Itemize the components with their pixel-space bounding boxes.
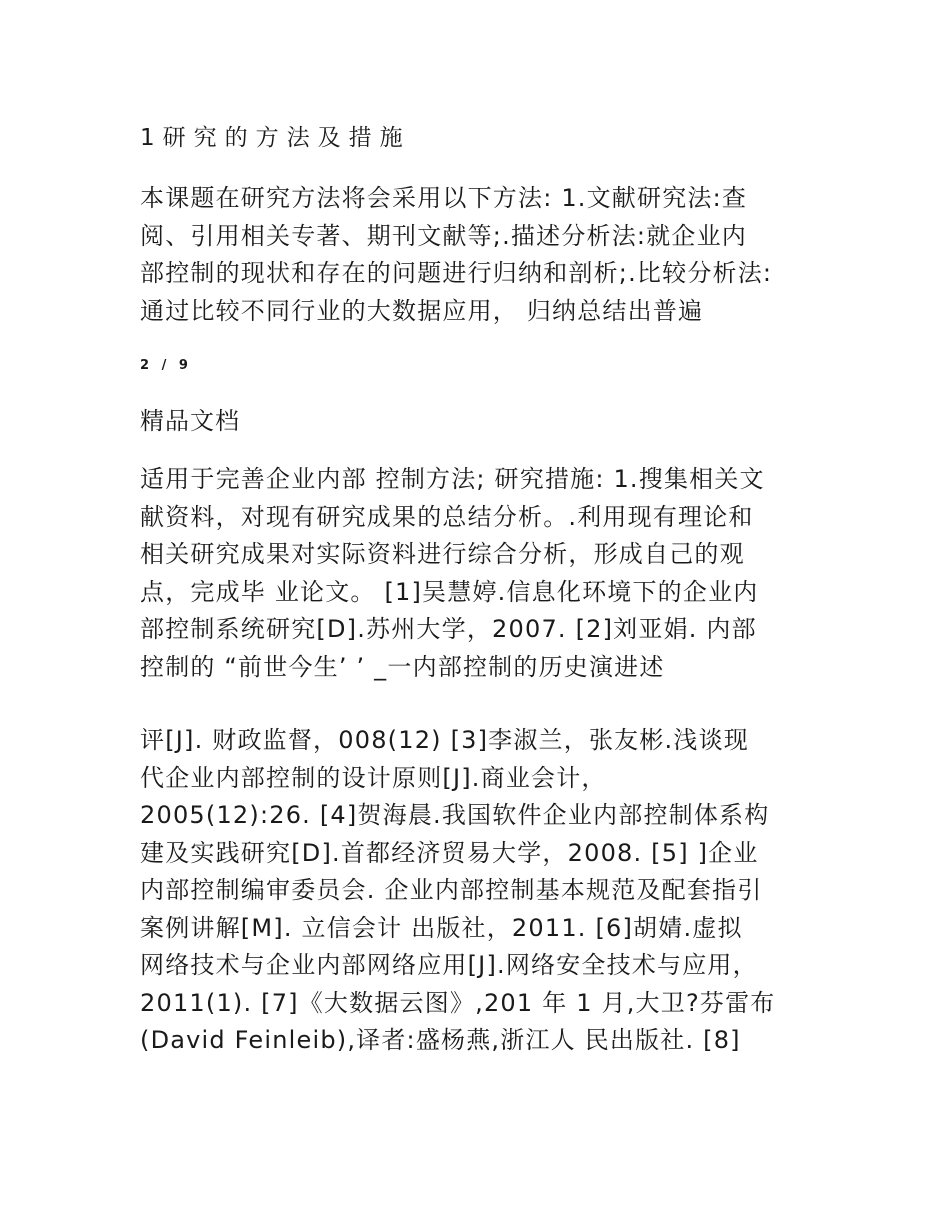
page-number: 2 / 9 — [140, 358, 192, 373]
text-line: 案例讲解[M]. 立信会计 出版社，2011. [6]胡婧.虚拟 — [140, 913, 743, 942]
text-line: 评[J]. 财政监督，008(12) [3]李淑兰，张友彬.浅谈现 — [140, 726, 749, 754]
text-line: 控制的 “前世今生’ ’ _一内部控制的历史演进述 — [140, 652, 665, 681]
text-line: 献资料，对现有研究成果的总结分析。.利用现有理论和 — [140, 502, 754, 531]
measures-paragraph — [140, 461, 820, 686]
text-line: 部控制系统研究[D].苏州大学，2007. [2]刘亚娟. 内部 — [140, 615, 757, 643]
text-line: 通过比较不同行业的大数据应用， 归纳总结出普遍 — [140, 296, 704, 325]
document-label: 精品文档 — [140, 407, 240, 435]
text-line: 建及实践研究[D].首都经济贸易大学，2008. [5] ]企业 — [140, 838, 759, 867]
text-line: 相关研究成果对实际资料进行综合分析，形成自己的观 — [140, 540, 745, 568]
text-line: 网络技术与企业内部网络应用[J].网络安全技术与应用， — [140, 951, 758, 979]
text-line: 本课题在研究方法将会采用以下方法: 1.文献研究法:查 — [140, 184, 748, 212]
methods-paragraph — [140, 180, 820, 330]
text-line: 2005(12):26. [4]贺海晨.我国软件企业内部控制体系构 — [140, 801, 770, 829]
text-line: 阅、引用相关专著、期刊文献等;.描述分析法:就企业内 — [140, 221, 747, 250]
text-line: 适用于完善企业内部 控制方法; 研究措施: 1.搜集相关文 — [140, 465, 765, 493]
references-paragraph — [140, 722, 820, 1060]
text-line: 内部控制编审委员会. 企业内部控制基本规范及配套指引 — [140, 876, 763, 904]
text-line: 代企业内部控制的设计原则[J].商业会计， — [140, 763, 607, 792]
text-line: 2011(1). [7]《大数据云图》,201 年 1 月,大卫?芬雷布 — [140, 988, 776, 1017]
text-line: (David Feinleib),译者:盛杨燕,浙江人 民出版社. [8] — [140, 1026, 741, 1054]
text-line: 部控制的现状和存在的问题进行归纳和剖析;.比较分析法: — [140, 259, 773, 287]
section-heading: 1研究的方法及措施 — [140, 125, 411, 151]
text-line: 点，完成毕 业论文。 [1]吴慧婷.信息化环境下的企业内 — [140, 577, 759, 606]
